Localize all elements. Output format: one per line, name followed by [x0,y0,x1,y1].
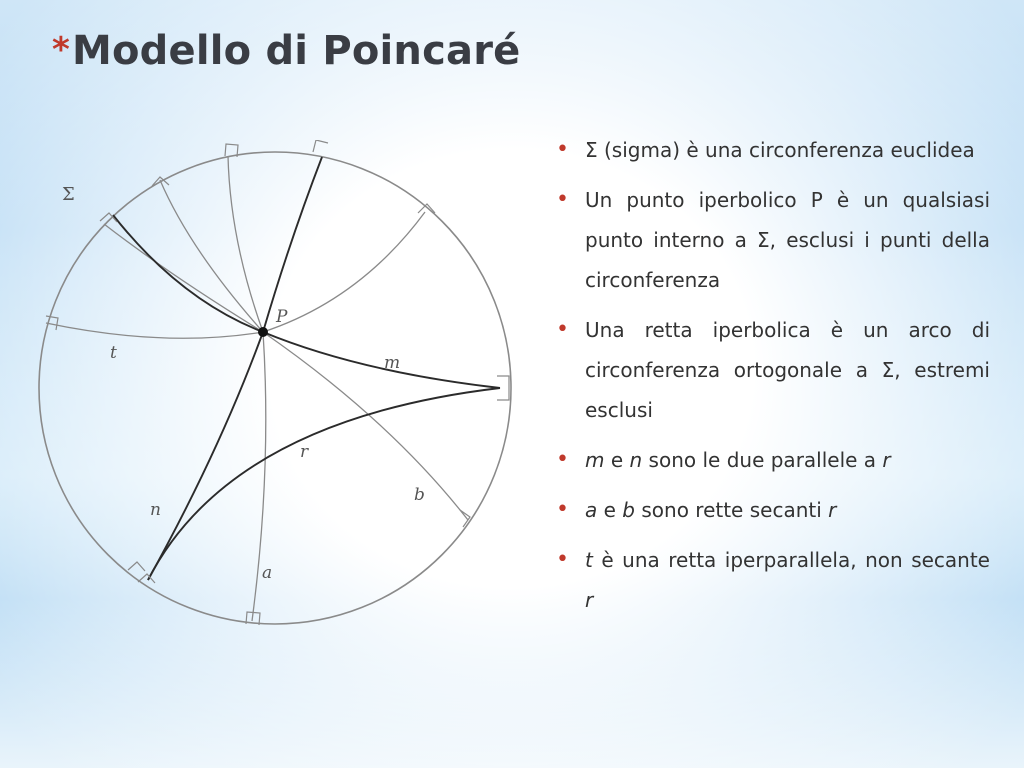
bullet-item: • t è una retta iperparallela, non secante r [556,540,990,620]
label-m: m [384,353,401,373]
poincare-disk-diagram [30,140,520,640]
label-sigma: Σ [62,184,75,205]
bullet-item: • Una retta iperbolica è un arco di circonferenza ortogonale a Σ, estremi esclusi [556,310,990,430]
bullet-item: • a e b sono rette secanti r [556,490,990,530]
label-t: t [110,343,117,363]
bullet-item: • Σ (sigma) è una circonferenza euclidea [556,130,990,170]
label-p: P [276,307,288,327]
line-r [148,388,500,580]
line-b [263,332,468,520]
right-angle-markers [46,140,509,625]
point-p [258,327,268,337]
title-text: Modello di Poincaré [71,28,521,74]
line-upper-2 [228,156,263,332]
line-m [113,215,500,388]
slide-title [52,28,520,74]
sigma-circle [39,152,511,624]
bullet-item: • m e n sono le due parallele a r [556,440,990,480]
label-b: b [414,485,425,505]
line-upper-left [104,224,263,332]
bullet-list [556,130,990,630]
label-a: a [262,563,273,583]
label-r: r [300,442,309,462]
line-n [148,157,322,580]
bullet-item: • Un punto iperbolico P è un qualsiasi punto interno a Σ, esclusi i punti della circonferenza [556,180,990,300]
line-upper-1 [160,180,263,332]
title-star-marker: * [52,30,70,70]
label-n: n [150,500,161,520]
